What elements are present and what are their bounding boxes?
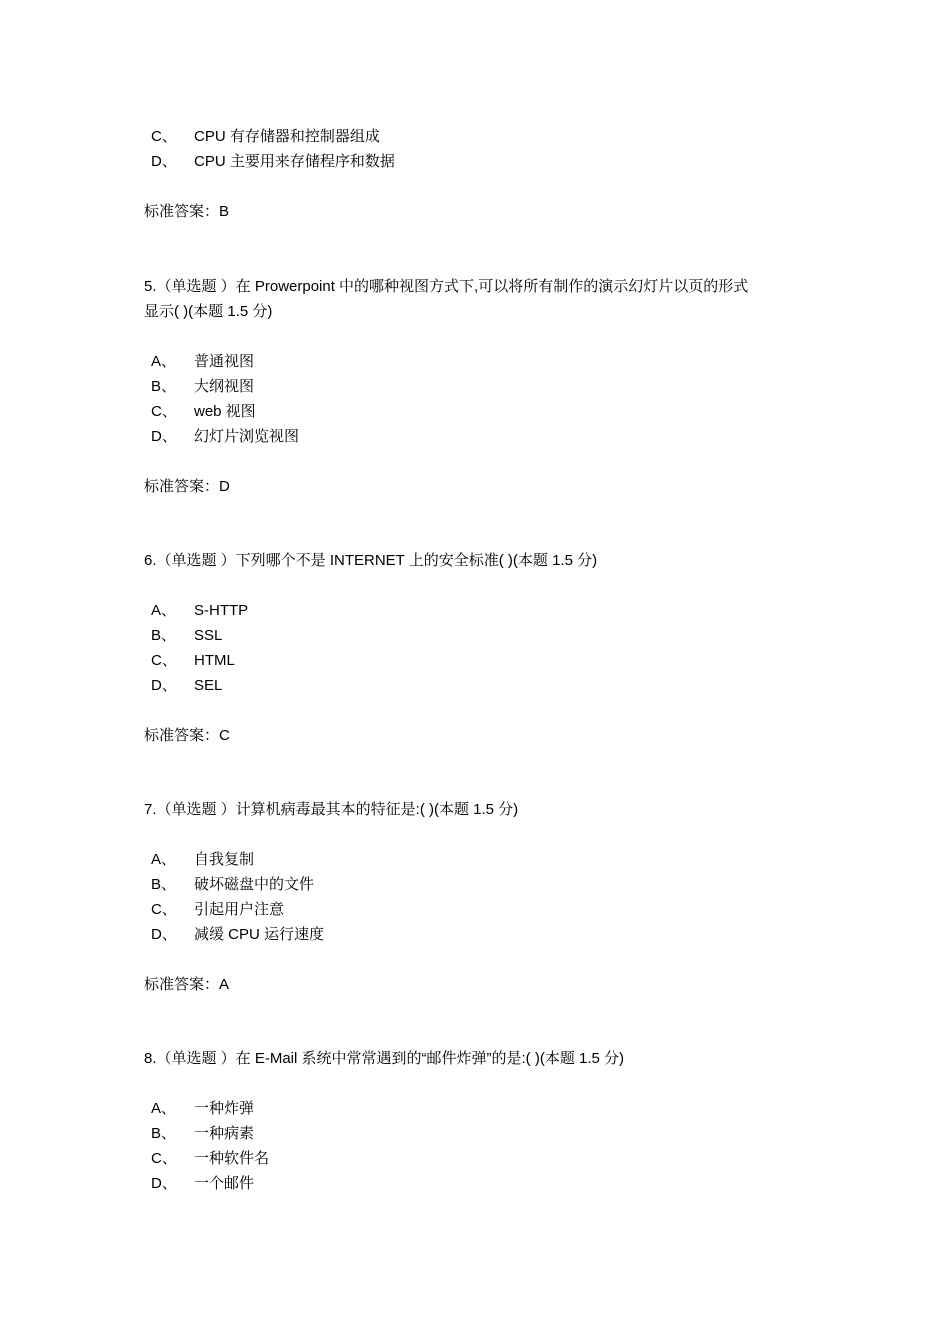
option-letter: D、 — [151, 1175, 177, 1192]
option-text: 幻灯片浏览视图 — [194, 428, 300, 445]
option-text: SEL — [194, 677, 223, 694]
option-text: 一种炸弹 — [194, 1100, 255, 1117]
question-text: 5.（单选题 ）在 Prowerpoint 中的哪种视图方式下,可以将所有制作的演示幻灯片以页的形式 — [144, 278, 749, 295]
option-letter: A、 — [151, 602, 177, 619]
option-letter: B、 — [151, 876, 177, 893]
option-letter: D、 — [151, 677, 177, 694]
option-text: 一个邮件 — [194, 1175, 255, 1192]
standard-answer: 标准答案：B — [144, 203, 230, 220]
option-text: SSL — [194, 627, 223, 644]
option-text: 一种病素 — [194, 1125, 255, 1142]
option-letter: B、 — [151, 1125, 177, 1142]
option-text: HTML — [194, 652, 235, 669]
option-letter: C、 — [151, 1150, 177, 1167]
option-text: 大纲视图 — [194, 378, 255, 395]
option-text: CPU 有存储器和控制器组成 — [194, 128, 380, 145]
question-text: 7.（单选题 ）计算机病毒最其本的特征是:( )(本题 1.5 分) — [144, 801, 519, 818]
option-letter: C、 — [151, 901, 177, 918]
question-text: 6.（单选题 ）下列哪个不是 INTERNET 上的安全标准( )(本题 1.5 分) — [144, 552, 598, 569]
question-text-continued: 显示( )(本题 1.5 分) — [144, 303, 273, 320]
option-letter: A、 — [151, 1100, 177, 1117]
option-letter: C、 — [151, 128, 177, 145]
option-letter: A、 — [151, 353, 177, 370]
option-text: 破坏磁盘中的文件 — [194, 876, 315, 893]
question-text: 8.（单选题 ）在 E-Mail 系统中常常遇到的“邮件炸弹”的是:( )(本题 1.5 分) — [144, 1050, 625, 1067]
standard-answer: 标准答案：A — [144, 976, 230, 993]
option-letter: B、 — [151, 627, 177, 644]
option-text: S-HTTP — [194, 602, 249, 619]
option-letter: A、 — [151, 851, 177, 868]
option-letter: D、 — [151, 428, 177, 445]
option-letter: B、 — [151, 378, 177, 395]
option-text: 一种软件名 — [194, 1150, 270, 1167]
standard-answer: 标准答案：D — [144, 478, 230, 495]
option-text: 普通视图 — [194, 353, 255, 370]
option-text: 自我复制 — [194, 851, 255, 868]
option-text: 引起用户注意 — [194, 901, 285, 918]
standard-answer: 标准答案：C — [144, 727, 230, 744]
option-letter: C、 — [151, 652, 177, 669]
option-text: CPU 主要用来存储程序和数据 — [194, 153, 395, 170]
option-text: web 视图 — [194, 403, 256, 420]
option-letter: D、 — [151, 153, 177, 170]
option-letter: C、 — [151, 403, 177, 420]
option-text: 减缓 CPU 运行速度 — [194, 926, 325, 943]
option-letter: D、 — [151, 926, 177, 943]
